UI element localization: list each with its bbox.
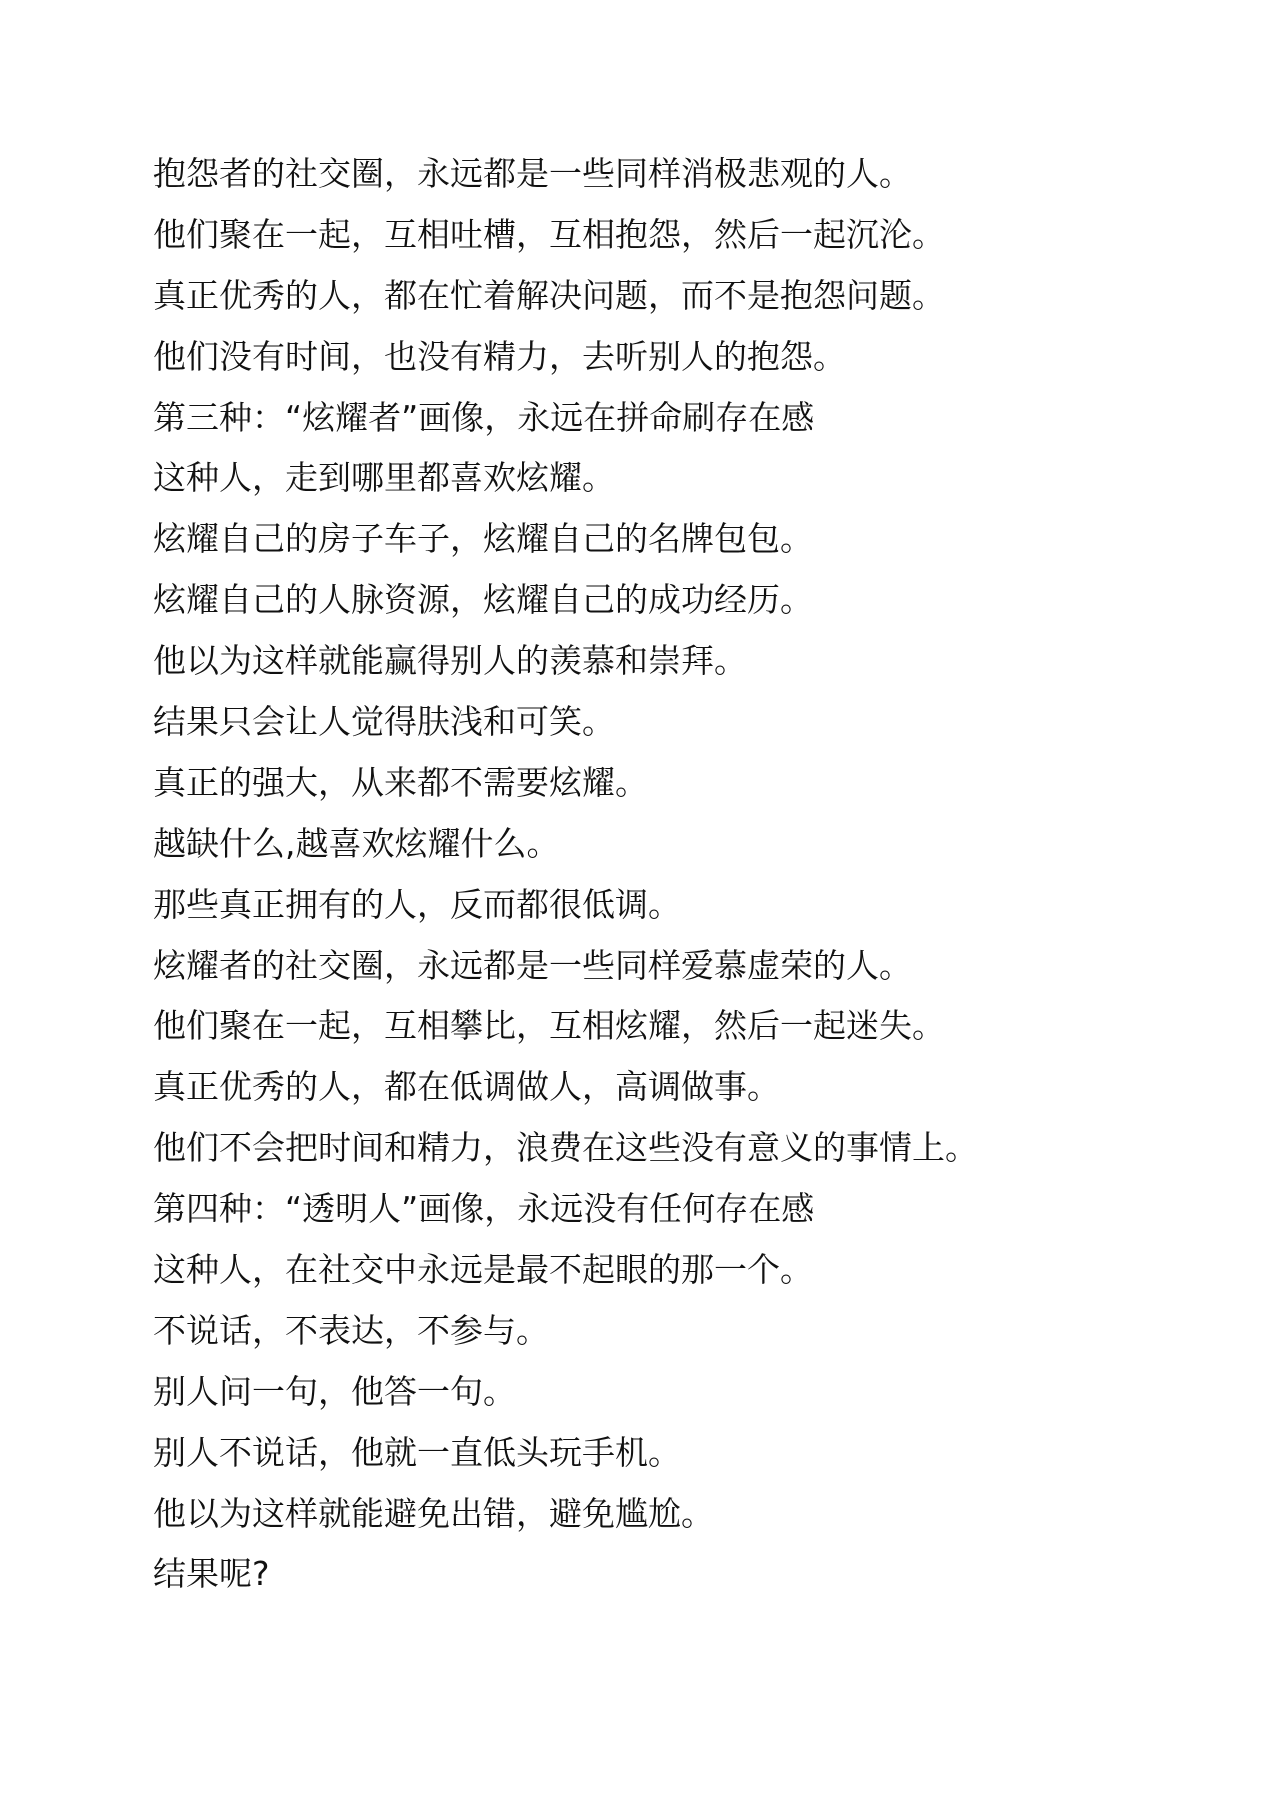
text-line: 他们聚在一起，互相攀比，互相炫耀，然后一起迷失。 [153, 1006, 945, 1046]
text-line: 他以为这样就能避免出错，避免尴尬。 [153, 1493, 714, 1533]
text-line: 越缺什么,越喜欢炫耀什么。 [153, 823, 560, 863]
text-line: 真正优秀的人，都在忙着解决问题，而不是抱怨问题。 [153, 275, 945, 315]
text-line: 别人不说话，他就一直低头玩手机。 [153, 1432, 681, 1472]
text-line: 这种人，走到哪里都喜欢炫耀。 [153, 458, 615, 498]
text-line: 他以为这样就能赢得别人的羡慕和崇拜。 [153, 641, 747, 681]
text-line: 真正的强大，从来都不需要炫耀。 [153, 762, 648, 802]
text-line: 炫耀者的社交圈，永远都是一些同样爱慕虚荣的人。 [153, 945, 912, 985]
text-line: 他们不会把时间和精力，浪费在这些没有意义的事情上。 [153, 1128, 978, 1168]
text-line: 炫耀自己的人脉资源，炫耀自己的成功经历。 [153, 580, 813, 620]
text-line: 结果只会让人觉得肤浅和可笑。 [153, 702, 615, 742]
text-line: 别人问一句，他答一句。 [153, 1371, 516, 1411]
section-heading: 第四种：“透明人”画像，永远没有任何存在感 [153, 1189, 815, 1229]
text-line: 炫耀自己的房子车子，炫耀自己的名牌包包。 [153, 519, 813, 559]
text-line: 那些真正拥有的人，反而都很低调。 [153, 884, 681, 924]
text-line: 他们没有时间，也没有精力，去听别人的抱怨。 [153, 336, 846, 376]
text-line: 真正优秀的人，都在低调做人，高调做事。 [153, 1067, 780, 1107]
text-line: 他们聚在一起，互相吐槽，互相抱怨，然后一起沉沦。 [153, 214, 945, 254]
section-heading: 第三种：“炫耀者”画像，永远在拼命刷存在感 [153, 397, 815, 437]
body-text [153, 144, 1233, 1605]
text-line: 抱怨者的社交圈，永远都是一些同样消极悲观的人。 [153, 154, 912, 193]
text-line: 结果呢? [153, 1554, 270, 1594]
text-line: 不说话，不表达，不参与。 [153, 1310, 549, 1350]
text-line: 这种人，在社交中永远是最不起眼的那一个。 [153, 1250, 813, 1290]
